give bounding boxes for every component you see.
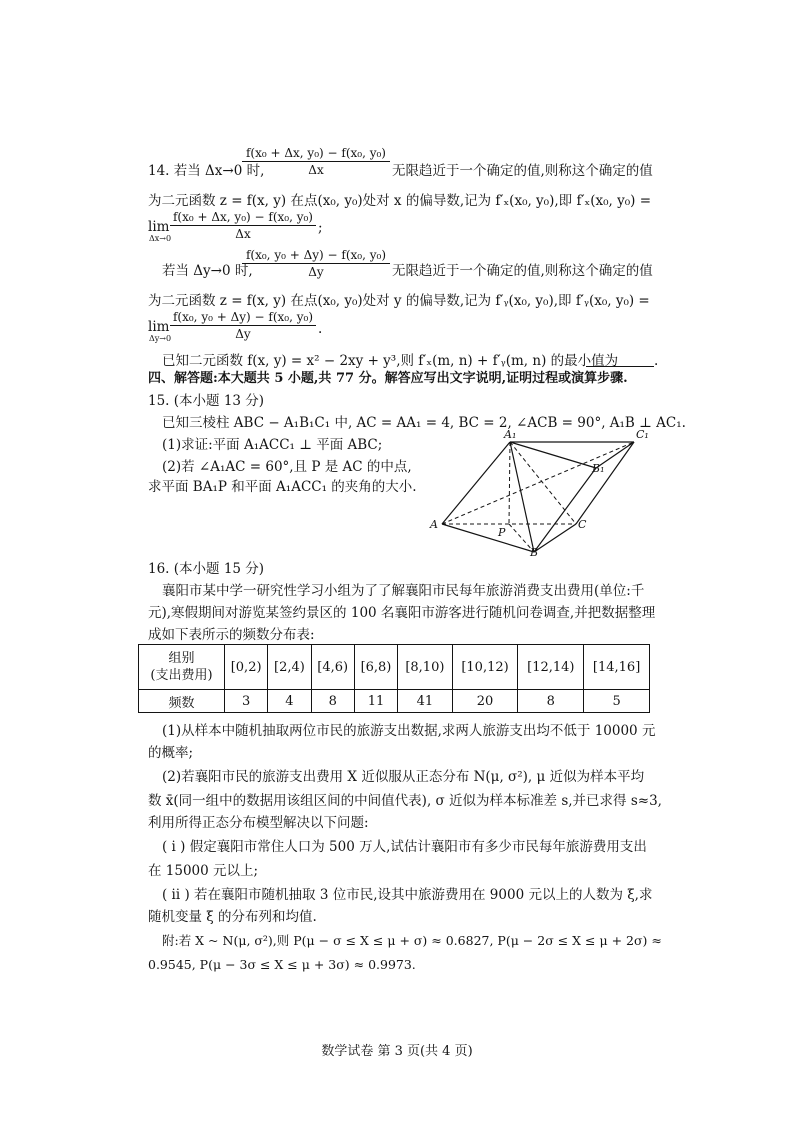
label-a: A	[430, 518, 438, 531]
q16-part2i-a: ( ⅰ ) 假定襄阳市常住人口为 500 万人,试估计襄阳市有多少市民每年旅游费用支出	[162, 839, 647, 855]
q15-part1: (1)求证:平面 A₁ACC₁ ⊥ 平面 ABC;	[162, 437, 383, 453]
label-a1: A₁	[504, 428, 517, 441]
freq-cell: 8	[311, 690, 354, 713]
q16-part2ii-a: ( ⅱ ) 若在襄阳市随机抽取 3 位市民,设其中旅游费用在 9000 元以上的人数为 ξ,求	[162, 887, 653, 903]
q16-title: 16. (本小题 15 分)	[148, 561, 265, 577]
q14-line4-end: 无限趋近于一个确定的值,则称这个确定的值	[392, 263, 653, 279]
q14-line2: 为二元函数 z = f(x, y) 在点(x₀, y₀)处对 x 的偏导数,记为 f′ₓ(x₀, y₀),即 f′ₓ(x₀, y₀) =	[148, 193, 652, 209]
q14-fraction-1	[242, 146, 390, 177]
label-c: C	[578, 518, 587, 531]
fraction-denominator: Δy	[235, 327, 251, 341]
header-cell-group	[139, 645, 225, 690]
label-c1: C₁	[636, 428, 649, 441]
q15-part2-start: (2)若 ∠A₁AC = 60°,且 P 是 AC 的中点,	[162, 459, 412, 475]
group-cell: [0,2)	[225, 645, 268, 690]
q16-note-a: 附:若 X ~ N(μ, σ²),则 P(μ − σ ≤ X ≤ μ + σ) ≈ 0.6827, P(μ − 2σ ≤ X ≤ μ + 2σ) ≈	[162, 933, 662, 948]
group-cell: [2,4)	[268, 645, 311, 690]
q16-part2-c: 利用所得正态分布模型解决以下问题:	[148, 815, 369, 831]
q14-line1-end: 无限趋近于一个确定的值,则称这个确定的值	[392, 163, 653, 179]
group-cell: [10,12)	[452, 645, 518, 690]
q16-note-b: 0.9545, P(μ − 3σ ≤ X ≤ μ + 3σ) ≈ 0.9973.	[148, 957, 416, 972]
q16-part1-a: (1)从样本中随机抽取两位市民的旅游支出数据,求两人旅游支出均不低于 10000 元	[162, 723, 656, 739]
prism-figure	[428, 428, 660, 558]
header-label-2: (支出费用)	[150, 668, 213, 683]
edge-a1-b1	[510, 442, 596, 468]
table-row	[139, 690, 650, 713]
limit-word: lim	[148, 319, 170, 335]
q14-period: .	[318, 321, 323, 337]
label-p: P	[498, 526, 506, 539]
group-cell: [4,6)	[311, 645, 354, 690]
fraction-denominator: Δx	[308, 163, 324, 177]
q14-line7-end: .	[654, 353, 659, 369]
q14-line7: 已知二元函数 f(x, y) = x² − 2xy + y³,则 f′ₓ(m, n) + f′ᵧ(m, n) 的最小值为	[162, 353, 619, 369]
q14-fraction-4	[170, 310, 316, 341]
limit-word: lim	[148, 219, 170, 235]
q15-part2-end: 求平面 BA₁P 和平面 A₁ACC₁ 的夹角的大小.	[148, 479, 417, 495]
table-header-row	[139, 645, 650, 690]
freq-cell: 11	[354, 690, 397, 713]
freq-cell: 5	[584, 690, 650, 713]
q16-intro-2: 元),寒假期间对游览某签约景区的 100 名襄阳市游客进行随机问卷调查,并把数据整理	[148, 605, 656, 621]
q16-intro-1: 襄阳市某中学一研究性学习小组为了了解襄阳市民每年旅游消费支出费用(单位:千	[162, 583, 645, 599]
q14-limit-x	[148, 220, 171, 243]
fraction-numerator: f(x₀, y₀ + Δy) − f(x₀, y₀)	[242, 248, 390, 264]
q16-part2ii-b: 随机变量 ξ 的分布列和均值.	[148, 909, 317, 925]
q14-fraction-2	[170, 210, 316, 241]
frequency-table	[138, 644, 650, 713]
fraction-denominator: Δy	[308, 265, 324, 279]
group-cell: [6,8)	[354, 645, 397, 690]
edge-a1-a	[442, 442, 510, 524]
q16-intro-3: 成如下表所示的频数分布表:	[148, 627, 315, 643]
q14-line5: 为二元函数 z = f(x, y) 在点(x₀, y₀)处对 y 的偏导数,记为 f′ᵧ(x₀, y₀),即 f′ᵧ(x₀, y₀) =	[148, 293, 650, 309]
q14-fraction-3	[242, 248, 390, 279]
hidden-edge-a1-p	[509, 442, 510, 524]
q14-limit-y	[148, 320, 171, 343]
q14-line4-start: 若当 Δy→0 时,	[162, 263, 253, 279]
q16-part1-b: 的概率;	[148, 745, 194, 761]
q15-line1: 已知三棱柱 ABC − A₁B₁C₁ 中, AC = AA₁ = 4, BC = 2, ∠ACB = 90°, A₁B ⊥ AC₁.	[162, 415, 686, 431]
page-footer: 数学试卷 第 3 页(共 4 页)	[321, 1044, 473, 1059]
freq-cell: 8	[518, 690, 584, 713]
group-cell: [12,14)	[518, 645, 584, 690]
fraction-denominator: Δx	[235, 227, 251, 241]
edge-a1-b	[510, 442, 534, 552]
header-label-1: 组别	[168, 651, 195, 666]
freq-cell: 3	[225, 690, 268, 713]
fraction-numerator: f(x₀ + Δx, y₀) − f(x₀, y₀)	[170, 210, 316, 226]
group-cell: [8,10)	[398, 645, 453, 690]
edge-b-c	[534, 524, 576, 552]
fraction-numerator: f(x₀, y₀ + Δy) − f(x₀, y₀)	[170, 310, 316, 326]
label-b1: B₁	[592, 462, 605, 475]
fraction-numerator: f(x₀ + Δx, y₀) − f(x₀, y₀)	[242, 146, 390, 162]
edge-a-b	[442, 524, 534, 552]
hidden-edge-a1-c	[510, 442, 576, 524]
q14-line1-start: 14. 若当 Δx→0 时,	[148, 163, 265, 179]
answer-blank	[586, 366, 654, 367]
freq-cell: 4	[268, 690, 311, 713]
q16-part2-a: (2)若襄阳市民的旅游支出费用 X 近似服从正态分布 N(μ, σ²), μ 近似为样本平均	[162, 769, 645, 785]
q16-part2i-b: 在 15000 元以上;	[148, 863, 259, 879]
q16-part2-b: 数 x̄(同一组中的数据用该组区间的中间值代表), σ 近似为样本标准差 s,并已求得 s≈3,	[148, 793, 662, 809]
freq-label-cell: 频数	[139, 690, 225, 713]
section-heading: 四、解答题:本大题共 5 小题,共 77 分。解答应写出文字说明,证明过程或演算步骤.	[148, 371, 628, 386]
freq-cell: 20	[452, 690, 518, 713]
label-b: B	[530, 546, 539, 558]
limit-subscript: Δy→0	[149, 334, 172, 343]
limit-subscript: Δx→0	[149, 234, 172, 243]
freq-cell: 41	[398, 690, 453, 713]
q15-title: 15. (本小题 13 分)	[148, 393, 265, 409]
q14-semicolon: ;	[318, 220, 323, 236]
group-cell: [14,16]	[584, 645, 650, 690]
